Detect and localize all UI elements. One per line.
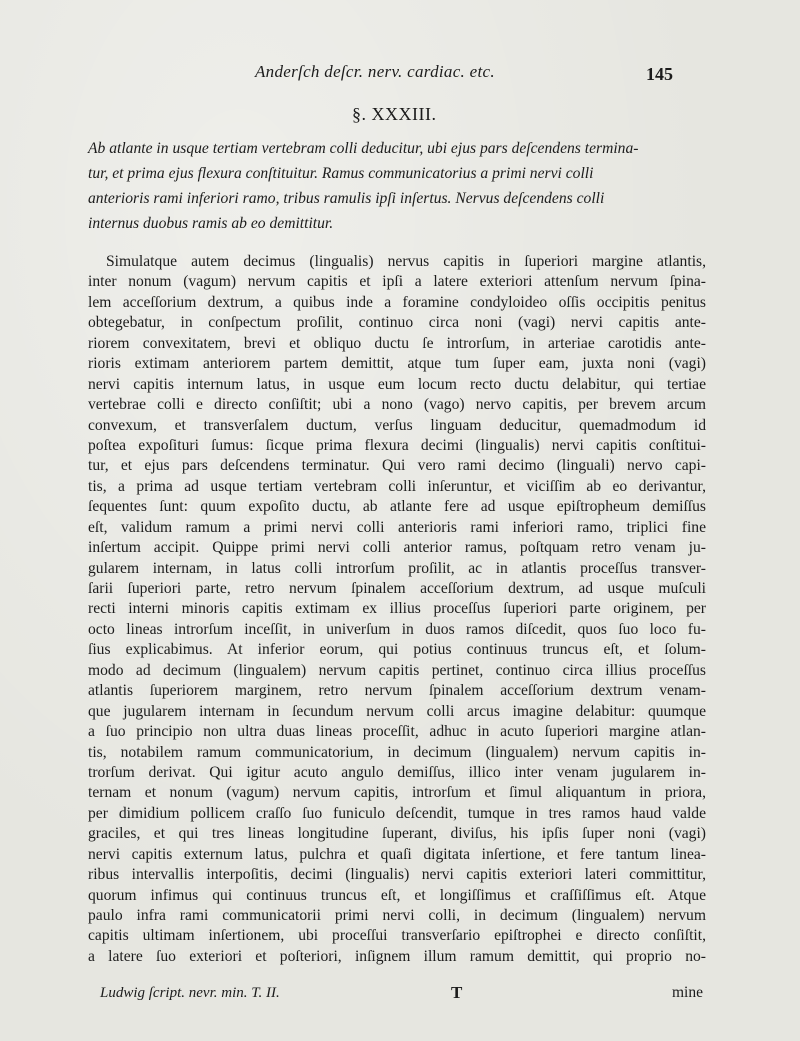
section-summary <box>88 136 700 236</box>
body-line: ſarii ſuperiori parte, retro nervum ſpinalem acceſſorium dextrum, ad usque muſculi <box>88 580 706 597</box>
body-line: tis, a prima ad usque tertiam vertebram colli inſeruntur, et viciſſim ab eo derivantur, <box>88 477 706 495</box>
body-line: tur, et ejus pars deſcendens terminatur. Qui vero rami decimo (linguali) nervo capi- <box>88 457 706 475</box>
body-line: ternam et nonum (vagum) nervum capitis, introrſum et ſimul aliquantum in priora, <box>88 784 706 802</box>
body-line: rioris extimam anteriorem partem demittit, atque tum ſuper eam, juxta noni (vagi) <box>88 355 706 373</box>
body-line: poſtea expoſituri ſumus: ſicque prima flexura decimi (lingualis) nervi capitis conſtitui- <box>88 436 706 454</box>
body-line: octo lineas introrſum inceſſit, in univerſum in duos ramos diſcedit, quos ſuo loco fu- <box>88 620 706 638</box>
footer-signature-line: Ludwig ſcript. nevr. min. T. II. <box>100 985 280 1001</box>
body-line: paulo infra rami communicatorii primi nervi colli, in decimum (lingualem) nervum <box>88 907 706 924</box>
body-line: graciles, et qui tres lineas longitudine ſuperant, diviſus, his ipſis ſuper noni (vagi) <box>88 825 706 843</box>
body-line: obtegebatur, in conſpectum proſilit, continuo circa noni (vagi) nervi capitis ante- <box>88 314 706 332</box>
body-line: tis, notabilem ramum communicatorium, in decimum (lingualem) nervum capitis in- <box>88 743 706 761</box>
body-line: capitis ultimam inſertionem, ubi proceſſui transverſario epiſtrophei e directo conſiſtit, <box>88 927 706 945</box>
section-title: §. XXXIII. <box>352 104 437 124</box>
body-line: inſertum accipit. Quippe primi nervi colli anterior ramus, poſtquam retro venam ju- <box>88 539 706 557</box>
body-line: riorem convexitatem, brevi et obliquo ductu ſe introrſum, in arteriae carotidis ante- <box>88 334 706 352</box>
body-line: a latere ſuo exteriori et poſteriori, inſignem illum ramum demittit, qui proprio no- <box>88 947 706 965</box>
body-line: modo ad decimum (lingualem) nervum capitis pertinet, continuo circa illius proceſſus <box>88 661 706 679</box>
body-line: ribus intervallis interpoſitis, decimi (lingualis) nervi capitis exteriori lateri committitur, <box>88 866 706 884</box>
catchword: mine <box>672 984 703 1001</box>
body-line: nervi capitis internum latus, in usque eum locum recto ductu delabitur, qui tertiae <box>88 375 706 393</box>
signature-mark: T <box>451 983 463 1002</box>
body-line: gularem internam, in latus colli introrſum proſilit, ac in atlantis proceſſus transver- <box>88 559 706 577</box>
summary-line: internus duobus ramis ab eo demittitur. <box>88 215 334 232</box>
body-line: atlantis ſuperiorem marginem, retro nervum ſpinalem acceſſorium dextrum venam- <box>88 682 706 700</box>
summary-line: anterioris rami inferiori ramo, tribus ramulis ipſi inſertus. Nervus deſcendens colli <box>88 190 605 207</box>
body-line: trorſum derivat. Qui igitur acuto angulo demiſſus, illico inter venam jugularem in- <box>88 763 706 781</box>
body-line: a ſuo principio non ultra duas lineas proceſſit, adhuc in acuto ſuperiori margine atlan- <box>88 723 706 741</box>
body-line: ſius explicabimus. At inferior eorum, qui potius continuus truncus eſt, et ſolum- <box>88 641 706 659</box>
body-line: nervi capitis externum latus, pulchra et quaſi digitata inſertione, et fere tantum linea- <box>88 845 706 863</box>
body-text <box>88 252 706 967</box>
body-line: ſequentes ſunt: quum expoſito ductu, ab atlante fere ad usque epiſtropheum demiſſus <box>88 498 706 516</box>
body-line: vertebrae colli e directo conſiſtit; ubi a nono (vago) nervo capitis, per brevem arcum <box>88 396 706 414</box>
body-line: quorum infimus qui continuus truncus eſt, et longiſſimus et craſſiſſimus eſt. Atque <box>88 886 706 904</box>
body-line: lem acceſſorium dextrum, a quibus inde a foramine condyloideo oſſis occipitis penitus <box>88 293 706 311</box>
page-number: 145 <box>646 64 673 84</box>
body-line: inter nonum (vagum) nervum capitis et ipſi a latere exteriori attenſum nervum ſpina- <box>88 273 706 291</box>
body-line: convexum, et transverſalem ductum, verſus linguam deducitur, quemadmodum id <box>88 416 706 434</box>
running-head: Anderſch deſcr. nerv. cardiac. etc. <box>255 62 495 81</box>
body-line: recti interni minoris capitis extimam ex illius proceſſus ſuperiori parte originem, per <box>88 600 706 618</box>
body-line: que jugularem internam in ſecundum nervum colli arcus imagine delabitur: quumque <box>88 702 706 720</box>
summary-line: Ab atlante in usque tertiam vertebram colli deducitur, ubi ejus pars deſcendens termina- <box>88 140 639 157</box>
summary-line: tur, et prima ejus flexura conſtituitur. Ramus communicatorius a primi nervi colli <box>88 165 594 182</box>
body-line: per dimidium pollicem craſſo ſuo funiculo deſcendit, tumque in tres ramos haud valde <box>88 804 706 822</box>
body-line: Simulatque autem decimus (lingualis) nervus capitis in ſuperiori margine atlantis, <box>106 253 706 270</box>
body-line: eſt, validum ramum a primi nervi colli anterioris rami inferiori ramo, triplici fine <box>88 518 706 536</box>
